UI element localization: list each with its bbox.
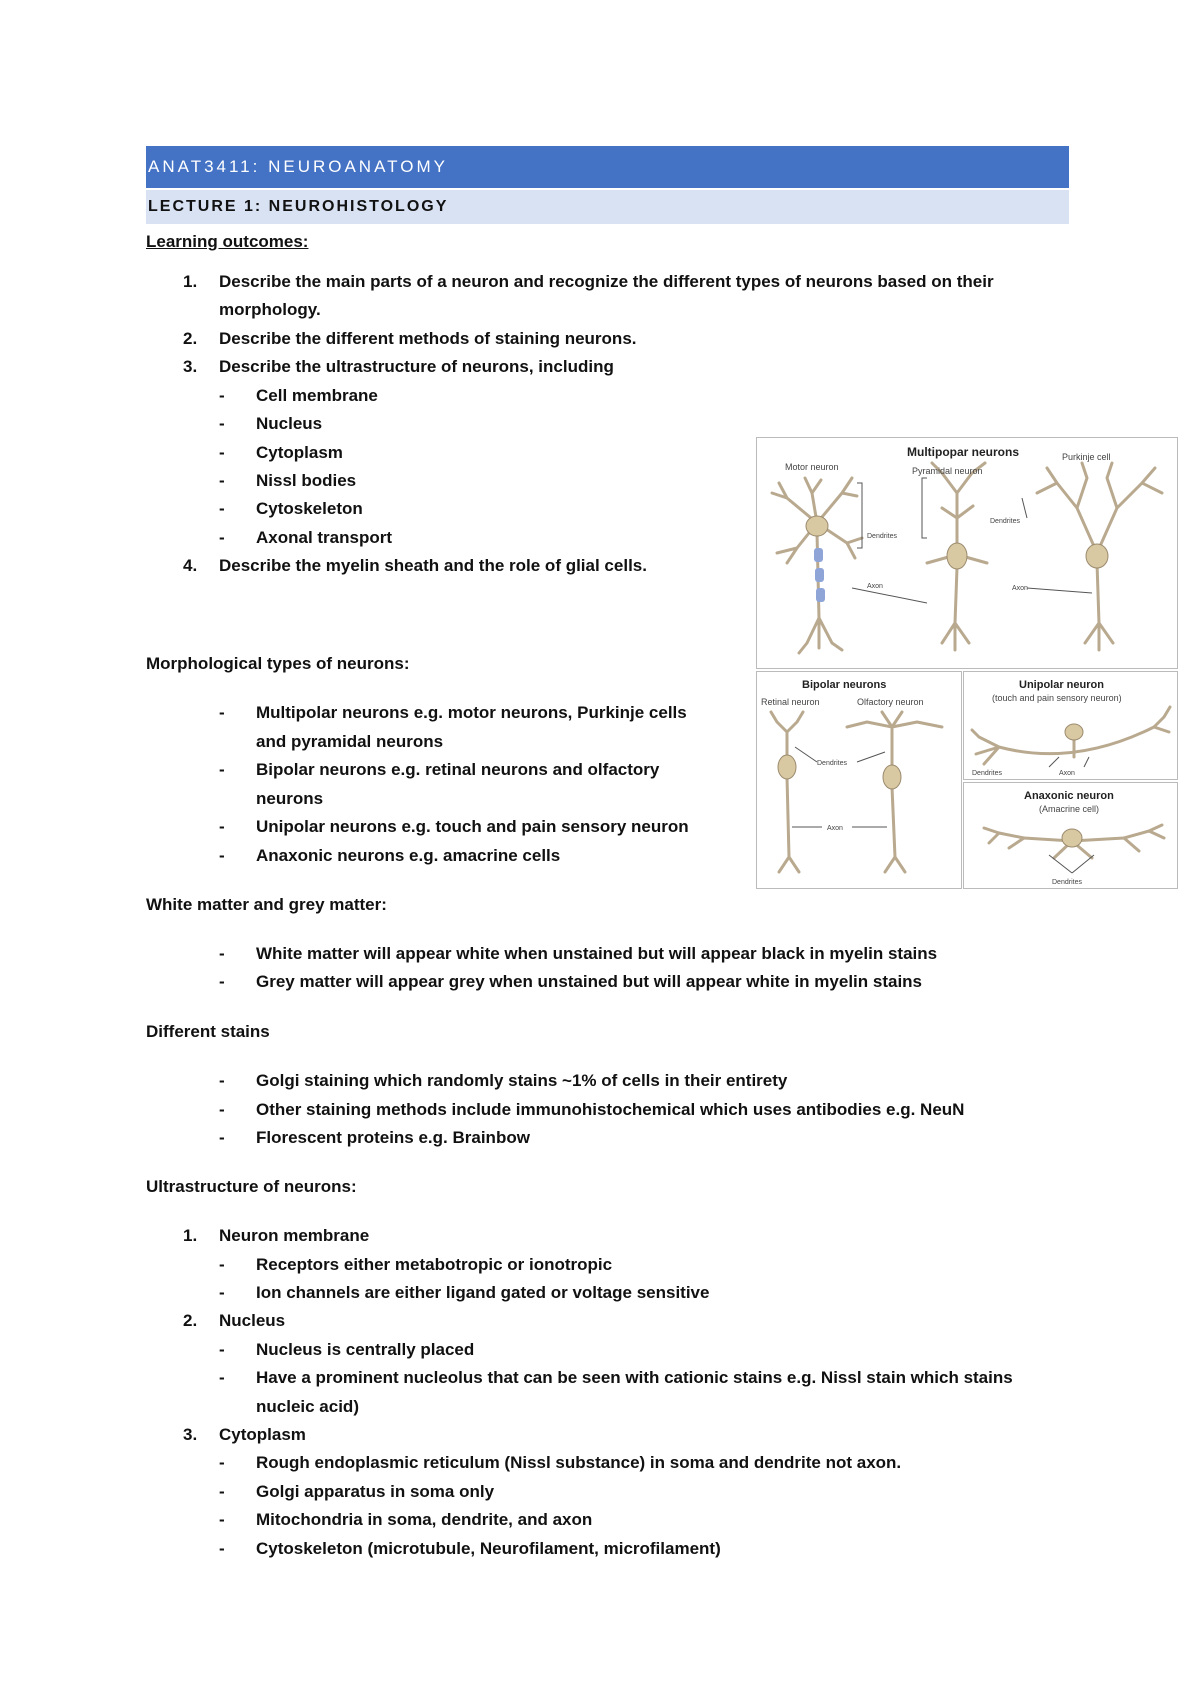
outcome-subitem: Axonal transport	[256, 528, 393, 547]
anaxonic-title: Anaxonic neuron	[1024, 790, 1114, 802]
dash-bullet: -	[219, 1340, 225, 1359]
purkinje-cell-label: Purkinje cell	[1062, 452, 1111, 462]
pyramidal-neuron-label: Pyramidal neuron	[912, 466, 983, 476]
ultra-title: Nucleus	[219, 1311, 286, 1330]
ultra-sub: Have a prominent nucleolus that can be seen with cationic stains e.g. Nissl stain which stains	[256, 1368, 1013, 1387]
outcome-subitem: Cell membrane	[256, 386, 378, 405]
ultra-title: Neuron membrane	[219, 1226, 370, 1245]
dash-bullet: -	[219, 703, 225, 722]
dash-bullet: -	[219, 386, 225, 405]
bipolar-title: Bipolar neurons	[802, 679, 887, 691]
outcome-number: 1.	[183, 272, 198, 291]
axon-label: Axon	[867, 583, 883, 590]
morph-item: Unipolar neurons e.g. touch and pain sensory neuron	[256, 817, 689, 836]
unipolar-neuron-figure	[963, 671, 1178, 780]
dash-bullet: -	[219, 1482, 225, 1501]
matter-item: Grey matter will appear grey when unstained but will appear white in myelin stains	[256, 972, 923, 991]
course-title-bar	[146, 146, 1069, 188]
multipolar-title: Multipopar neurons	[907, 445, 1019, 459]
dash-bullet: -	[219, 1128, 225, 1147]
dash-bullet: -	[219, 846, 225, 865]
ultra-number: 2.	[183, 1311, 198, 1330]
ultra-sub: Cytoskeleton (microtubule, Neurofilament, microfilament)	[256, 1539, 721, 1558]
unipolar-title: Unipolar neuron	[1019, 679, 1104, 691]
stains-heading: Different stains	[146, 1022, 270, 1041]
stains-item: Other staining methods include immunohistochemical which uses antibodies e.g. NeuN	[256, 1100, 965, 1119]
bipolar-neurons-figure	[756, 671, 962, 889]
dash-bullet: -	[219, 1510, 225, 1529]
outcome-number: 3.	[183, 357, 198, 376]
multipolar-neurons-figure	[756, 437, 1178, 669]
unipolar-subtitle: (touch and pain sensory neuron)	[992, 693, 1122, 703]
dash-bullet: -	[219, 499, 225, 518]
matter-heading: White matter and grey matter:	[146, 895, 387, 914]
dash-bullet: -	[219, 414, 225, 433]
dendrites-label: Dendrites	[867, 533, 897, 540]
matter-item: White matter will appear white when unstained but will appear black in myelin stains	[256, 944, 938, 963]
outcome-subitem: Nissl bodies	[256, 471, 357, 490]
ultra-sub: Golgi apparatus in soma only	[256, 1482, 495, 1501]
retinal-neuron-label: Retinal neuron	[761, 697, 820, 707]
unipolar-neuron-drawing	[964, 672, 1177, 779]
multipolar-neurons-drawing	[757, 438, 1177, 668]
dash-bullet: -	[219, 528, 225, 547]
ultra-sub: Nucleus is centrally placed	[256, 1340, 475, 1359]
learning-outcomes-heading: Learning outcomes:	[146, 232, 309, 251]
dash-bullet: -	[219, 1071, 225, 1090]
dash-bullet: -	[219, 972, 225, 991]
outcome-subitem: Cytoplasm	[256, 443, 343, 462]
dash-bullet: -	[219, 944, 225, 963]
outcome-number: 2.	[183, 329, 198, 348]
dendrites-label: Dendrites	[817, 760, 847, 767]
ultra-sub: Receptors either metabotropic or ionotropic	[256, 1255, 613, 1274]
ultra-sub: Mitochondria in soma, dendrite, and axon	[256, 1510, 593, 1529]
morph-heading: Morphological types of neurons:	[146, 654, 410, 673]
morph-item: Multipolar neurons e.g. motor neurons, Purkinje cells	[256, 703, 687, 722]
outcome-subitem: Cytoskeleton	[256, 499, 363, 518]
morph-item: Anaxonic neurons e.g. amacrine cells	[256, 846, 561, 865]
olfactory-neuron-label: Olfactory neuron	[857, 697, 924, 707]
bipolar-neurons-drawing	[757, 672, 961, 888]
dendrites-label: Dendrites	[990, 518, 1020, 525]
outcome-text: Describe the different methods of staining neurons.	[219, 329, 637, 348]
outcome-subitem: Nucleus	[256, 414, 323, 433]
dash-bullet: -	[219, 817, 225, 836]
dash-bullet: -	[219, 1283, 225, 1302]
morph-item: Bipolar neurons e.g. retinal neurons and olfactory	[256, 760, 660, 779]
ultra-number: 1.	[183, 1226, 198, 1245]
anaxonic-neuron-figure	[963, 782, 1178, 889]
dendrites-label: Dendrites	[972, 770, 1002, 777]
dash-bullet: -	[219, 1100, 225, 1119]
axon-label: Axon	[1059, 770, 1075, 777]
ultra-number: 3.	[183, 1425, 198, 1444]
dash-bullet: -	[219, 471, 225, 490]
lecture-title: LECTURE 1: NEUROHISTOLOGY	[148, 198, 449, 215]
motor-neuron-label: Motor neuron	[785, 462, 839, 472]
dash-bullet: -	[219, 760, 225, 779]
dash-bullet: -	[219, 1453, 225, 1472]
dash-bullet: -	[219, 1539, 225, 1558]
stains-item: Florescent proteins e.g. Brainbow	[256, 1128, 530, 1147]
lecture-title-bar	[146, 190, 1069, 224]
morph-item: and pyramidal neurons	[256, 732, 444, 751]
dash-bullet: -	[219, 1368, 225, 1387]
stains-item: Golgi staining which randomly stains ~1% of cells in their entirety	[256, 1071, 788, 1090]
ultra-heading: Ultrastructure of neurons:	[146, 1177, 357, 1196]
dash-bullet: -	[219, 1255, 225, 1274]
outcome-text: morphology.	[219, 300, 321, 319]
ultra-title: Cytoplasm	[219, 1425, 306, 1444]
ultra-sub: nucleic acid)	[256, 1397, 359, 1416]
ultra-sub: Ion channels are either ligand gated or voltage sensitive	[256, 1283, 710, 1302]
dash-bullet: -	[219, 443, 225, 462]
axon-label: Axon	[1012, 585, 1028, 592]
axon-label: Axon	[827, 825, 843, 832]
outcome-text: Describe the main parts of a neuron and recognize the different types of neurons based on their	[219, 272, 994, 291]
morph-item: neurons	[256, 789, 324, 808]
anaxonic-neuron-drawing	[964, 783, 1177, 888]
outcome-text: Describe the myelin sheath and the role of glial cells.	[219, 556, 647, 575]
dendrites-label: Dendrites	[1052, 879, 1082, 886]
course-title: ANAT3411: NEUROANATOMY	[148, 157, 448, 176]
anaxonic-subtitle: (Amacrine cell)	[1039, 804, 1100, 814]
outcome-number: 4.	[183, 556, 198, 575]
outcome-text: Describe the ultrastructure of neurons, including	[219, 357, 614, 376]
ultra-sub: Rough endoplasmic reticulum (Nissl substance) in soma and dendrite not axon.	[256, 1453, 902, 1472]
